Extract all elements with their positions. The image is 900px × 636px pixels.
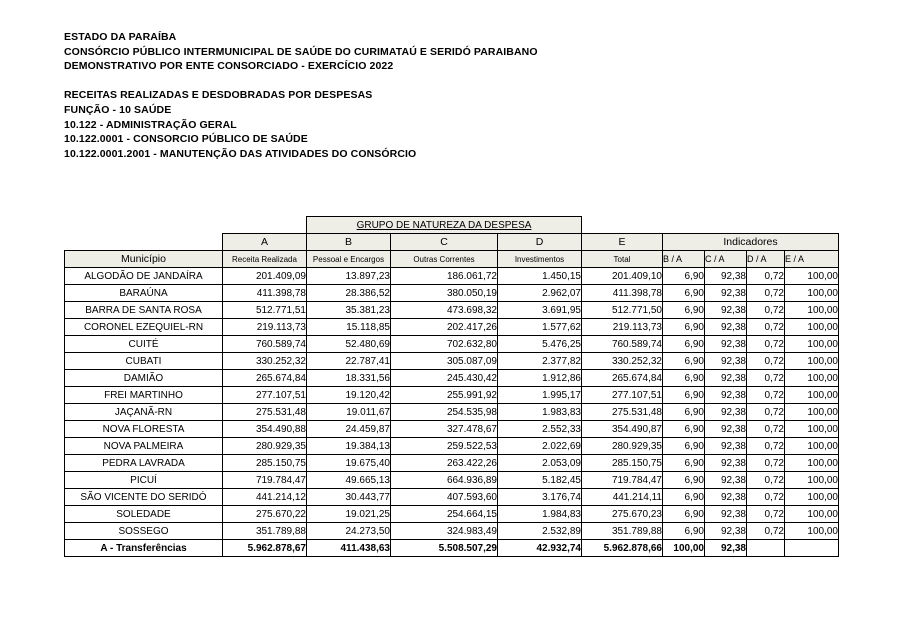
cell-indicator-ba: 6,90	[663, 438, 705, 455]
spacer-cell	[747, 217, 785, 234]
cell-outras-correntes: 664.936,89	[391, 472, 498, 489]
cell-indicator-ba: 6,90	[663, 421, 705, 438]
cell-municipio: BARRA DE SANTA ROSA	[65, 302, 223, 319]
cell-indicator-ea	[785, 540, 839, 557]
cell-indicator-da: 0,72	[747, 506, 785, 523]
cell-total: 5.962.878,66	[582, 540, 663, 557]
cell-municipio: A - Transferências	[65, 540, 223, 557]
cell-total: 219.113,73	[582, 319, 663, 336]
cell-investimentos: 3.691,95	[498, 302, 582, 319]
cell-total: 201.409,10	[582, 268, 663, 285]
cell-pessoal-encargos: 30.443,77	[307, 489, 391, 506]
col-header-pessoal-encargos: Pessoal e Encargos	[307, 251, 391, 268]
cell-indicator-ea: 100,00	[785, 438, 839, 455]
cell-receita-realizada: 512.771,51	[223, 302, 307, 319]
cell-indicator-ca: 92,38	[705, 540, 747, 557]
cell-indicator-ba: 6,90	[663, 268, 705, 285]
header-line-2: CONSÓRCIO PÚBLICO INTERMUNICIPAL DE SAÚDE DO CURIMATAÚ E SERIDÓ PARAIBANO	[64, 45, 538, 58]
cell-total: 512.771,50	[582, 302, 663, 319]
cell-municipio: JAÇANÃ-RN	[65, 404, 223, 421]
cell-indicator-ba: 6,90	[663, 387, 705, 404]
cell-total: 330.252,32	[582, 353, 663, 370]
cell-indicator-ea: 100,00	[785, 455, 839, 472]
cell-total: 351.789,88	[582, 523, 663, 540]
cell-pessoal-encargos: 13.897,23	[307, 268, 391, 285]
cell-total: 441.214,11	[582, 489, 663, 506]
cell-indicator-da: 0,72	[747, 336, 785, 353]
cell-receita-realizada: 265.674,84	[223, 370, 307, 387]
col-header-ca: C / A	[705, 251, 747, 268]
table-row	[65, 489, 839, 506]
cell-pessoal-encargos: 22.787,41	[307, 353, 391, 370]
cell-receita-realizada: 330.252,32	[223, 353, 307, 370]
spacer-cell	[65, 234, 223, 251]
cell-indicator-ea: 100,00	[785, 336, 839, 353]
cell-indicator-ea: 100,00	[785, 489, 839, 506]
table-row	[65, 336, 839, 353]
cell-investimentos: 5.476,25	[498, 336, 582, 353]
cell-indicator-da: 0,72	[747, 404, 785, 421]
cell-indicator-ba: 6,90	[663, 523, 705, 540]
group-nature-title: GRUPO DE NATUREZA DA DESPESA	[307, 217, 582, 234]
cell-indicator-ca: 92,38	[705, 506, 747, 523]
cell-investimentos: 2.532,89	[498, 523, 582, 540]
table-row	[65, 506, 839, 523]
table-row	[65, 319, 839, 336]
cell-receita-realizada: 5.962.878,67	[223, 540, 307, 557]
cell-indicator-ba: 6,90	[663, 319, 705, 336]
document-header	[64, 30, 538, 161]
cell-indicator-ba: 100,00	[663, 540, 705, 557]
cell-pessoal-encargos: 24.273,50	[307, 523, 391, 540]
cell-outras-correntes: 305.087,09	[391, 353, 498, 370]
cell-pessoal-encargos: 24.459,87	[307, 421, 391, 438]
cell-municipio: CUITÉ	[65, 336, 223, 353]
cell-outras-correntes: 186.061,72	[391, 268, 498, 285]
indicators-title: Indicadores	[663, 234, 839, 251]
cell-total: 275.670,23	[582, 506, 663, 523]
cell-receita-realizada: 275.531,48	[223, 404, 307, 421]
header-line-3: DEMONSTRATIVO POR ENTE CONSORCIADO - EXERCÍCIO 2022	[64, 60, 394, 73]
cell-municipio: NOVA FLORESTA	[65, 421, 223, 438]
cell-indicator-ba: 6,90	[663, 302, 705, 319]
cell-outras-correntes: 254.664,15	[391, 506, 498, 523]
cell-indicator-da: 0,72	[747, 438, 785, 455]
cell-indicator-da: 0,72	[747, 302, 785, 319]
cell-indicator-ca: 92,38	[705, 302, 747, 319]
spacer-cell	[582, 217, 663, 234]
cell-pessoal-encargos: 19.675,40	[307, 455, 391, 472]
cell-municipio: BARAÚNA	[65, 285, 223, 302]
spacer-cell	[663, 217, 705, 234]
cell-pessoal-encargos: 28.386,52	[307, 285, 391, 302]
cell-outras-correntes: 702.632,80	[391, 336, 498, 353]
table-row	[65, 302, 839, 319]
col-header-outras-correntes: Outras Correntes	[391, 251, 498, 268]
cell-indicator-ea: 100,00	[785, 285, 839, 302]
table-row	[65, 438, 839, 455]
cell-indicator-ea: 100,00	[785, 302, 839, 319]
header-line-4: RECEITAS REALIZADAS E DESDOBRADAS POR DESPESAS	[64, 89, 373, 102]
cell-indicator-ca: 92,38	[705, 455, 747, 472]
cell-pessoal-encargos: 35.381,23	[307, 302, 391, 319]
cell-municipio: SOSSEGO	[65, 523, 223, 540]
cell-investimentos: 2.962,07	[498, 285, 582, 302]
cell-indicator-ba: 6,90	[663, 353, 705, 370]
cell-receita-realizada: 351.789,88	[223, 523, 307, 540]
cell-indicator-ca: 92,38	[705, 370, 747, 387]
cell-receita-realizada: 280.929,35	[223, 438, 307, 455]
cell-outras-correntes: 245.430,42	[391, 370, 498, 387]
cell-outras-correntes: 255.991,92	[391, 387, 498, 404]
cell-total: 280.929,35	[582, 438, 663, 455]
cell-total: 277.107,51	[582, 387, 663, 404]
table-head-row-sub	[65, 251, 839, 268]
cell-pessoal-encargos: 19.120,42	[307, 387, 391, 404]
cell-pessoal-encargos: 411.438,63	[307, 540, 391, 557]
cell-outras-correntes: 473.698,32	[391, 302, 498, 319]
cell-outras-correntes: 5.508.507,29	[391, 540, 498, 557]
cell-indicator-ca: 92,38	[705, 472, 747, 489]
cell-municipio: SOLEDADE	[65, 506, 223, 523]
cell-municipio: PICUÍ	[65, 472, 223, 489]
header-line-8: 10.122.0001.2001 - MANUTENÇÃO DAS ATIVIDADES DO CONSÓRCIO	[64, 147, 417, 160]
cell-indicator-ca: 92,38	[705, 421, 747, 438]
cell-pessoal-encargos: 19.011,67	[307, 404, 391, 421]
cell-indicator-ca: 92,38	[705, 489, 747, 506]
col-header-ba: B / A	[663, 251, 705, 268]
header-line-7: 10.122.0001 - CONSORCIO PÚBLICO DE SAÚDE	[64, 133, 308, 146]
cell-indicator-ca: 92,38	[705, 404, 747, 421]
spacer-cell	[785, 217, 839, 234]
cell-indicator-ea: 100,00	[785, 370, 839, 387]
cell-investimentos: 42.932,74	[498, 540, 582, 557]
cell-indicator-ea: 100,00	[785, 506, 839, 523]
table-row	[65, 472, 839, 489]
cell-pessoal-encargos: 15.118,85	[307, 319, 391, 336]
cell-indicator-ea: 100,00	[785, 387, 839, 404]
col-header-investimentos: Investimentos	[498, 251, 582, 268]
cell-outras-correntes: 202.417,26	[391, 319, 498, 336]
cell-indicator-ea: 100,00	[785, 421, 839, 438]
cell-indicator-ca: 92,38	[705, 523, 747, 540]
table-row	[65, 523, 839, 540]
col-header-municipio: Município	[65, 251, 223, 268]
cell-indicator-ba: 6,90	[663, 472, 705, 489]
cell-outras-correntes: 263.422,26	[391, 455, 498, 472]
cell-indicator-da: 0,72	[747, 353, 785, 370]
cell-investimentos: 1.912,86	[498, 370, 582, 387]
cell-receita-realizada: 219.113,73	[223, 319, 307, 336]
table-row	[65, 387, 839, 404]
col-letter-e: E	[582, 234, 663, 251]
cell-investimentos: 1.984,83	[498, 506, 582, 523]
cell-outras-correntes: 327.478,67	[391, 421, 498, 438]
cell-investimentos: 1.995,17	[498, 387, 582, 404]
cell-outras-correntes: 254.535,98	[391, 404, 498, 421]
cell-receita-realizada: 277.107,51	[223, 387, 307, 404]
report-table	[64, 216, 839, 557]
cell-indicator-ba: 6,90	[663, 285, 705, 302]
table-head-row-letters	[65, 234, 839, 251]
table-head-row-group	[65, 217, 839, 234]
col-header-total: Total	[582, 251, 663, 268]
cell-investimentos: 5.182,45	[498, 472, 582, 489]
cell-total: 275.531,48	[582, 404, 663, 421]
cell-outras-correntes: 259.522,53	[391, 438, 498, 455]
cell-receita-realizada: 411.398,78	[223, 285, 307, 302]
header-line-1: ESTADO DA PARAÍBA	[64, 31, 177, 43]
cell-indicator-da: 0,72	[747, 268, 785, 285]
cell-indicator-da	[747, 540, 785, 557]
cell-indicator-ea: 100,00	[785, 404, 839, 421]
cell-indicator-ca: 92,38	[705, 438, 747, 455]
cell-pessoal-encargos: 52.480,69	[307, 336, 391, 353]
cell-municipio: DAMIÃO	[65, 370, 223, 387]
col-letter-b: B	[307, 234, 391, 251]
table-total-row	[65, 540, 839, 557]
cell-municipio: CUBATI	[65, 353, 223, 370]
cell-indicator-ea: 100,00	[785, 523, 839, 540]
col-letter-c: C	[391, 234, 498, 251]
cell-pessoal-encargos: 18.331,56	[307, 370, 391, 387]
cell-indicator-ba: 6,90	[663, 370, 705, 387]
cell-indicator-ca: 92,38	[705, 387, 747, 404]
cell-investimentos: 1.450,15	[498, 268, 582, 285]
table-head	[65, 217, 839, 268]
cell-investimentos: 2.377,82	[498, 353, 582, 370]
table-row	[65, 404, 839, 421]
col-header-ea: E / A	[785, 251, 839, 268]
cell-indicator-ba: 6,90	[663, 404, 705, 421]
cell-total: 354.490,87	[582, 421, 663, 438]
cell-receita-realizada: 719.784,47	[223, 472, 307, 489]
cell-indicator-da: 0,72	[747, 523, 785, 540]
cell-indicator-ca: 92,38	[705, 268, 747, 285]
cell-investimentos: 2.053,09	[498, 455, 582, 472]
cell-indicator-da: 0,72	[747, 387, 785, 404]
cell-outras-correntes: 407.593,60	[391, 489, 498, 506]
cell-outras-correntes: 380.050,19	[391, 285, 498, 302]
header-line-5: FUNÇÃO - 10 SAÚDE	[64, 103, 172, 116]
col-header-da: D / A	[747, 251, 785, 268]
cell-municipio: SÃO VICENTE DO SERIDÓ	[65, 489, 223, 506]
cell-total: 760.589,74	[582, 336, 663, 353]
cell-indicator-ea: 100,00	[785, 353, 839, 370]
cell-indicator-da: 0,72	[747, 421, 785, 438]
cell-total: 265.674,84	[582, 370, 663, 387]
cell-indicator-da: 0,72	[747, 370, 785, 387]
cell-indicator-ca: 92,38	[705, 285, 747, 302]
col-letter-a: A	[223, 234, 307, 251]
col-header-receita-realizada: Receita Realizada	[223, 251, 307, 268]
cell-investimentos: 1.577,62	[498, 319, 582, 336]
cell-investimentos: 2.552,33	[498, 421, 582, 438]
table-row	[65, 268, 839, 285]
cell-total: 285.150,75	[582, 455, 663, 472]
cell-outras-correntes: 324.983,49	[391, 523, 498, 540]
cell-indicator-ba: 6,90	[663, 489, 705, 506]
cell-receita-realizada: 275.670,22	[223, 506, 307, 523]
table-row	[65, 353, 839, 370]
spacer-cell	[705, 217, 747, 234]
header-spacer	[64, 74, 538, 89]
table-row	[65, 285, 839, 302]
cell-receita-realizada: 285.150,75	[223, 455, 307, 472]
cell-municipio: CORONEL EZEQUIEL-RN	[65, 319, 223, 336]
spacer-cell	[223, 217, 307, 234]
cell-pessoal-encargos: 49.665,13	[307, 472, 391, 489]
cell-indicator-ea: 100,00	[785, 268, 839, 285]
cell-investimentos: 2.022,69	[498, 438, 582, 455]
cell-indicator-da: 0,72	[747, 285, 785, 302]
cell-indicator-ba: 6,90	[663, 336, 705, 353]
header-line-6: 10.122 - ADMINISTRAÇÃO GERAL	[64, 118, 237, 131]
cell-receita-realizada: 354.490,88	[223, 421, 307, 438]
cell-municipio: ALGODÃO DE JANDAÍRA	[65, 268, 223, 285]
cell-pessoal-encargos: 19.021,25	[307, 506, 391, 523]
cell-pessoal-encargos: 19.384,13	[307, 438, 391, 455]
report-table-wrapper	[64, 216, 839, 557]
cell-indicator-ca: 92,38	[705, 353, 747, 370]
cell-indicator-ca: 92,38	[705, 336, 747, 353]
cell-receita-realizada: 201.409,09	[223, 268, 307, 285]
cell-indicator-da: 0,72	[747, 455, 785, 472]
cell-municipio: PEDRA LAVRADA	[65, 455, 223, 472]
col-letter-d: D	[498, 234, 582, 251]
table-row	[65, 455, 839, 472]
cell-indicator-ca: 92,38	[705, 319, 747, 336]
cell-investimentos: 1.983,83	[498, 404, 582, 421]
table-body	[65, 268, 839, 557]
cell-indicator-ba: 6,90	[663, 506, 705, 523]
cell-indicator-ea: 100,00	[785, 319, 839, 336]
cell-total: 411.398,78	[582, 285, 663, 302]
cell-receita-realizada: 760.589,74	[223, 336, 307, 353]
cell-indicator-da: 0,72	[747, 489, 785, 506]
cell-investimentos: 3.176,74	[498, 489, 582, 506]
table-row	[65, 370, 839, 387]
cell-indicator-ba: 6,90	[663, 455, 705, 472]
cell-municipio: FREI MARTINHO	[65, 387, 223, 404]
cell-indicator-ea: 100,00	[785, 472, 839, 489]
table-row	[65, 421, 839, 438]
cell-indicator-da: 0,72	[747, 472, 785, 489]
cell-indicator-da: 0,72	[747, 319, 785, 336]
cell-total: 719.784,47	[582, 472, 663, 489]
spacer-cell	[65, 217, 223, 234]
cell-municipio: NOVA PALMEIRA	[65, 438, 223, 455]
cell-receita-realizada: 441.214,12	[223, 489, 307, 506]
